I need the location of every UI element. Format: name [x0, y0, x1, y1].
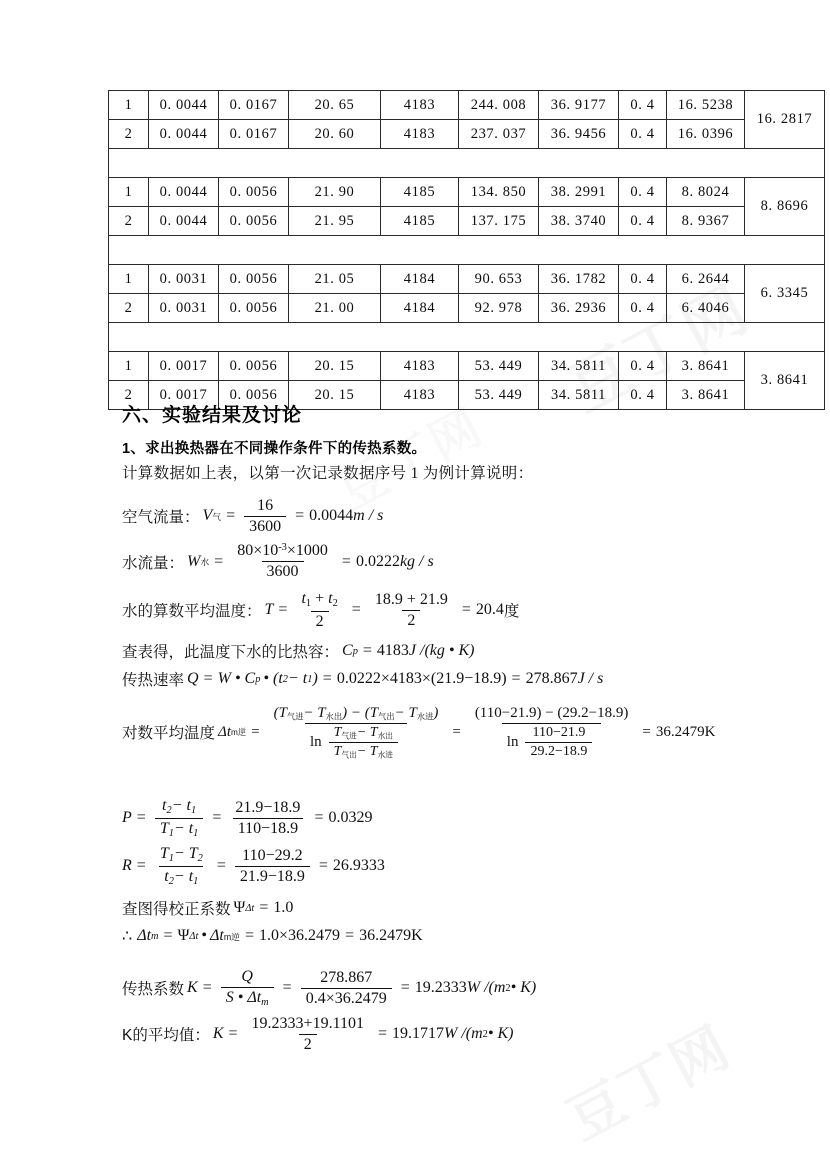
num-a: T [159, 845, 169, 862]
fraction-numerator: 110−29.2 [242, 846, 303, 864]
cell-area: 0. 4 [619, 265, 667, 294]
fraction-denominator [155, 818, 204, 840]
symbol-w: W [187, 552, 201, 570]
fraction-numerator [269, 705, 444, 723]
equals-sign: = [642, 723, 651, 740]
fraction-denominator [502, 723, 602, 759]
therefore-symbol: ∴ [122, 928, 133, 945]
equation-air-flow [122, 497, 383, 536]
cell-index: 1 [109, 178, 149, 207]
fraction-denominator [159, 866, 203, 888]
num-sub2: 2 [332, 597, 338, 609]
cell-cp: 4183 [381, 381, 459, 410]
equation-water-flow [122, 542, 434, 581]
fraction-p-symbolic [155, 797, 204, 839]
cell-k-average: 8. 8696 [745, 178, 825, 236]
fraction-k-average [247, 1015, 369, 1054]
expr-t2: • (t [263, 670, 283, 687]
fraction-mean-temp-symbolic [296, 590, 342, 630]
correction-label: 查图得校正系数 [122, 901, 231, 918]
cell-temp: 20. 15 [289, 381, 381, 410]
cell-water-flow: 0. 0167 [219, 91, 289, 120]
cell-dtm: 36. 9177 [539, 91, 619, 120]
num-a: (T [273, 705, 287, 721]
inner-den-sub-b: 水进 [377, 750, 393, 760]
result-unit: m / s [353, 507, 384, 525]
cell-temp: 20. 15 [289, 352, 381, 381]
fraction-denominator: 2 [402, 610, 420, 630]
symbol-cp: C [342, 642, 353, 659]
cell-q: 92. 978 [459, 294, 539, 323]
equals-sign: = [163, 927, 173, 944]
cell-k: 16. 5238 [667, 91, 745, 120]
r-result: 26.9333 [332, 857, 385, 875]
cell-cp: 4185 [381, 207, 459, 236]
inner-den-a: T [333, 743, 342, 759]
num-sub-a: 气进 [286, 712, 304, 722]
numerator-exponent: -3 [278, 542, 287, 553]
fraction-denominator: 2 [299, 1034, 317, 1054]
cell-index: 2 [109, 207, 149, 236]
cell-air-flow: 0. 0044 [149, 207, 219, 236]
equation-correction-factor [122, 897, 293, 919]
inner-fraction-numeric [525, 725, 592, 759]
den-sub-b: 1 [193, 827, 199, 839]
p-result: 0.0329 [328, 809, 373, 827]
num-a: t [162, 797, 167, 814]
equation-dtm-final [122, 926, 423, 946]
fraction-water-flow [232, 542, 333, 581]
num-c: ) − (T [342, 705, 379, 721]
equals-sign: = [202, 979, 212, 997]
equation-k-average [122, 1015, 513, 1054]
section-heading: 六、实验结果及讨论 [122, 405, 303, 426]
symbol-psi: Ψ [177, 927, 190, 944]
equals-sign: = [511, 670, 521, 687]
equals-sign: = [318, 857, 328, 875]
inner-den-b: − T [356, 743, 378, 759]
cell-water-flow: 0. 0056 [219, 381, 289, 410]
cell-air-flow: 0. 0017 [149, 381, 219, 410]
table-row [109, 178, 825, 207]
subscript-delta-t: Δt [189, 930, 199, 942]
inner-denominator [329, 742, 398, 760]
fraction-numerator: 18.9 + 21.9 [374, 590, 448, 608]
cell-q: 53. 449 [459, 352, 539, 381]
equals-sign: = [400, 979, 410, 997]
fraction-numerator: 16 [257, 497, 274, 514]
section-intro-text: 计算数据如上表，以第一次记录数据序号 1 为例计算说明： [122, 465, 534, 482]
cell-cp: 4183 [381, 120, 459, 149]
num-d: − T [394, 705, 417, 721]
num-t1: t [301, 590, 306, 607]
cell-q: 244. 008 [459, 91, 539, 120]
cell-temp: 21. 95 [289, 207, 381, 236]
symbol-t: T [264, 601, 274, 619]
den-sub: m [261, 996, 269, 1008]
k-result: 19.2333 [414, 979, 467, 997]
symbol-r: R [122, 857, 132, 875]
cell-k: 6. 4046 [667, 294, 745, 323]
table-row [109, 352, 825, 381]
num-sub-b: 2 [197, 852, 203, 864]
equation-lmtd-label: 对数平均温度 [122, 725, 216, 743]
equals-sign: = [214, 552, 224, 570]
cell-air-flow: 0. 0031 [149, 294, 219, 323]
fraction-numerator: 21.9−18.9 [235, 798, 301, 816]
inner-num-a: T [333, 724, 342, 740]
fraction-denominator: 110−18.9 [233, 818, 303, 838]
inner-num-sub-a: 气进 [341, 731, 357, 741]
fraction-numerator: 19.2333+19.1101 [251, 1015, 364, 1032]
inner-numerator: 110−21.9 [532, 725, 586, 741]
cell-area: 0. 4 [619, 120, 667, 149]
result-value: 0.0222 [355, 552, 400, 570]
den-sub-b: 1 [193, 875, 199, 887]
fraction-denominator: 21.9−18.9 [235, 866, 310, 886]
cell-water-flow: 0. 0056 [219, 265, 289, 294]
dtm-numeric: 1.0×36.2479 [259, 927, 341, 944]
table-separator-row [109, 236, 825, 265]
symbol-delta-tm: Δt [137, 927, 152, 944]
den-a: T [159, 819, 169, 837]
k-unit-exponent: 2 [482, 1028, 488, 1040]
fraction-denominator: 2 [311, 611, 329, 631]
num-sub1: 1 [305, 597, 312, 609]
equation-water-flow-label: 水流量： [122, 554, 185, 572]
equals-sign: = [251, 723, 260, 740]
cell-index: 1 [109, 265, 149, 294]
multiply-dot: • [201, 927, 207, 944]
fraction-k-symbolic [221, 968, 274, 1008]
cell-dtm: 38. 3740 [539, 207, 619, 236]
inner-num-b: − T [356, 724, 378, 740]
cell-k-average: 6. 3345 [745, 265, 825, 323]
cell-index: 1 [109, 91, 149, 120]
cell-area: 0. 4 [619, 207, 667, 236]
ln-operator: ln [309, 733, 322, 750]
subscript-p: p [255, 673, 261, 685]
cell-air-flow: 0. 0031 [149, 265, 219, 294]
num-t2: t [328, 590, 333, 607]
separator-cell [109, 323, 825, 352]
lmtd-result: 36.2479K [655, 723, 716, 740]
cell-index: 1 [109, 352, 149, 381]
equals-sign: = [259, 899, 269, 916]
cell-k: 8. 8024 [667, 178, 745, 207]
equation-heat-rate-label: 传热速率 [122, 672, 185, 689]
equation-k-coefficient [122, 968, 536, 1008]
cell-water-flow: 0. 0056 [219, 178, 289, 207]
fraction-denominator [221, 987, 274, 1009]
fraction-numerator [232, 542, 333, 561]
equals-sign: = [341, 552, 351, 570]
equation-air-flow-label: 空气流量： [122, 509, 200, 527]
cell-q: 53. 449 [459, 381, 539, 410]
den-b: − t [173, 867, 194, 885]
table-row [109, 265, 825, 294]
num-sub-b: 水出 [325, 712, 343, 722]
fraction-mean-temp-numeric [370, 591, 453, 630]
equals-sign: = [362, 642, 372, 659]
k-average-result: 19.1717 [392, 1025, 445, 1043]
cell-k-average: 16. 2817 [745, 91, 825, 149]
result-unit: J / s [577, 670, 604, 687]
fraction-denominator: 0.4×36.2479 [301, 988, 392, 1008]
equation-p-factor [122, 797, 372, 839]
cell-index: 2 [109, 294, 149, 323]
fraction-air-flow [244, 497, 286, 536]
fraction-numerator: Q [241, 968, 253, 985]
fraction-lmtd-numeric [470, 705, 634, 759]
num-e: ) [433, 705, 439, 721]
table-separator-row [109, 149, 825, 178]
watermark [551, 1004, 742, 1156]
cell-cp: 4184 [381, 265, 459, 294]
subscript-p: p [352, 645, 358, 657]
separator-cell [109, 236, 825, 265]
cell-water-flow: 0. 0056 [219, 352, 289, 381]
num-b: − T [173, 845, 198, 862]
fraction-r-symbolic [155, 845, 208, 887]
inner-numerator [329, 725, 398, 742]
cell-area: 0. 4 [619, 352, 667, 381]
cell-dtm: 36. 9456 [539, 120, 619, 149]
symbol-q: Q [187, 670, 199, 687]
subscript-air: 气 [212, 511, 222, 522]
num-sub-b: 1 [190, 804, 197, 816]
cp-unit: J /(kg • K) [408, 642, 475, 659]
fraction-numerator [155, 845, 208, 866]
cell-k-average: 3. 8641 [745, 352, 825, 410]
table-row [109, 91, 825, 120]
fraction-numerator [157, 797, 201, 818]
heat-rate-numeric: 0.0222×4183×(21.9−18.9) [336, 670, 507, 687]
cell-temp: 20. 65 [289, 91, 381, 120]
cell-air-flow: 0. 0044 [149, 120, 219, 149]
cell-dtm: 38. 2991 [539, 178, 619, 207]
cell-q: 137. 175 [459, 207, 539, 236]
num-sub-d: 水进 [416, 712, 434, 722]
equals-sign: = [278, 601, 288, 619]
fraction-denominator [305, 723, 407, 760]
fraction-r-numeric [235, 847, 310, 886]
equals-sign: = [203, 670, 213, 687]
cp-value: 4183 [376, 642, 409, 659]
equals-sign: = [345, 927, 355, 944]
experiment-data-table [108, 90, 825, 410]
cell-k: 8. 9367 [667, 207, 745, 236]
equals-sign: = [452, 723, 461, 740]
result-value: 0.0044 [309, 507, 354, 525]
table-row [109, 207, 825, 236]
equals-sign: = [228, 1025, 238, 1043]
equals-sign: = [351, 601, 361, 619]
table-row [109, 120, 825, 149]
separator-cell [109, 149, 825, 178]
cell-q: 237. 037 [459, 120, 539, 149]
equation-lmtd [122, 705, 715, 760]
cell-water-flow: 0. 0167 [219, 120, 289, 149]
result-value: 20.4 [475, 601, 504, 619]
fraction-p-numeric [230, 799, 305, 838]
equation-cp-label: 查表得，此温度下水的比热容： [122, 644, 340, 661]
cell-temp: 21. 05 [289, 265, 381, 294]
equals-sign: = [216, 857, 226, 875]
subscript-1: 1 [307, 673, 313, 685]
cell-dtm: 34. 5811 [539, 381, 619, 410]
cell-water-flow: 0. 0056 [219, 207, 289, 236]
table-separator-row [109, 323, 825, 352]
cell-q: 90. 653 [459, 265, 539, 294]
result-unit: kg / s [399, 552, 434, 570]
equation-r-factor [122, 845, 385, 887]
equals-sign: = [461, 601, 471, 619]
equation-heat-rate [122, 668, 603, 690]
subscript-m: m [151, 930, 159, 942]
table-row [109, 294, 825, 323]
symbol-k: K [212, 1025, 224, 1043]
inner-fraction [329, 725, 398, 760]
symbol-k: K [187, 979, 198, 997]
fraction-numerator: $t_1 + t_2$ [301, 590, 338, 609]
cell-air-flow: 0. 0044 [149, 91, 219, 120]
num-b: − T [303, 705, 326, 721]
cell-q: 134. 850 [459, 178, 539, 207]
cell-temp: 21. 90 [289, 178, 381, 207]
k-unit-b: • K) [487, 1025, 514, 1043]
result-value: 278.867 [525, 670, 578, 687]
equals-sign: = [212, 809, 222, 827]
cell-cp: 4184 [381, 294, 459, 323]
cell-cp: 4183 [381, 352, 459, 381]
k-unit-b: • K) [510, 979, 537, 997]
cell-cp: 4185 [381, 178, 459, 207]
k-unit-a: W /(m [444, 1025, 483, 1043]
equals-sign: = [322, 670, 332, 687]
fraction-numerator: (110−21.9) − (29.2−18.9) [474, 705, 629, 722]
equals-sign: = [314, 809, 324, 827]
cell-dtm: 34. 5811 [539, 352, 619, 381]
equals-sign: = [136, 809, 146, 827]
equals-sign: = [244, 927, 254, 944]
cell-area: 0. 4 [619, 178, 667, 207]
cell-cp: 4183 [381, 91, 459, 120]
k-unit-a: W /(m [466, 979, 506, 997]
subscript-2: 2 [282, 673, 288, 685]
num-sub-c: 气出 [378, 712, 395, 722]
k-average-label: K的平均值： [122, 1027, 210, 1045]
cell-air-flow: 0. 0017 [149, 352, 219, 381]
inner-denominator: 29.2−18.9 [525, 742, 592, 760]
num-sub-a: 2 [166, 804, 172, 816]
symbol-v: V [202, 507, 213, 525]
den-a: S • Δt [225, 988, 262, 1006]
equation-cp-lookup [122, 640, 475, 662]
equation-mean-temp-label: 水的算数平均温度： [122, 603, 262, 621]
dtm-result: 36.2479K [359, 927, 423, 944]
cell-k: 16. 0396 [667, 120, 745, 149]
expr-w-cp: W • C [217, 670, 256, 687]
fraction-denominator: 3600 [244, 516, 286, 536]
subscript-water: 水 [200, 557, 210, 567]
num-sub-a: 1 [168, 852, 174, 864]
cell-area: 0. 4 [619, 381, 667, 410]
subscript-delta-t: Δt [245, 902, 255, 914]
den-b: − t [173, 819, 194, 837]
cell-dtm: 36. 1782 [539, 265, 619, 294]
cell-area: 0. 4 [619, 294, 667, 323]
cell-k: 3. 8641 [667, 381, 745, 410]
equals-sign: = [136, 857, 146, 875]
cell-dtm: 36. 2936 [539, 294, 619, 323]
correction-value: 1.0 [273, 899, 294, 916]
cell-k: 6. 2644 [667, 265, 745, 294]
subscript-m-counter: m逆 [223, 931, 240, 942]
cell-index: 2 [109, 120, 149, 149]
den-sub-a: 2 [168, 875, 174, 887]
symbol-p: P [122, 809, 132, 827]
section-subheading: 1、求出换热器在不同操作条件下的传热系数。 [122, 441, 427, 457]
inner-num-sub-b: 水出 [377, 731, 393, 741]
k-unit-exponent: 2 [505, 982, 511, 994]
fraction-lmtd-symbolic [269, 705, 444, 760]
cell-temp: 21. 00 [289, 294, 381, 323]
fraction-denominator: 3600 [262, 561, 304, 581]
cell-k: 3. 8641 [667, 352, 745, 381]
symbol-psi: Ψ [233, 899, 246, 916]
cell-air-flow: 0. 0044 [149, 178, 219, 207]
ln-operator: ln [506, 733, 519, 750]
expr-minus-t1: − t [288, 670, 308, 687]
cell-index: 2 [109, 381, 149, 410]
expr-close: ) [312, 670, 318, 687]
equals-sign: = [377, 1025, 388, 1043]
fraction-k-numeric [301, 969, 392, 1008]
subscript-m-counter: m逆 [231, 727, 247, 737]
symbol-delta-tm-counter: Δt [210, 927, 224, 944]
fraction-numerator: 278.867 [320, 968, 373, 986]
numerator-base: 80×10 [237, 542, 279, 560]
equation-mean-temp [122, 590, 522, 630]
equals-sign: = [282, 979, 292, 997]
cell-temp: 20. 60 [289, 120, 381, 149]
num-b: − t [171, 797, 191, 814]
cell-water-flow: 0. 0056 [219, 294, 289, 323]
den-sub-a: 1 [168, 827, 174, 839]
numerator-tail: ×1000 [286, 542, 328, 560]
symbol-delta-tm: Δt [218, 723, 231, 740]
cell-area: 0. 4 [619, 91, 667, 120]
result-unit: 度 [503, 603, 520, 621]
equals-sign: = [226, 507, 236, 525]
den-a: t [164, 867, 169, 885]
equals-sign: = [295, 507, 305, 525]
experiment-data-table-wrapper [108, 90, 813, 410]
k-coefficient-label: 传热系数 [122, 981, 185, 999]
inner-den-sub-a: 气出 [341, 750, 357, 760]
